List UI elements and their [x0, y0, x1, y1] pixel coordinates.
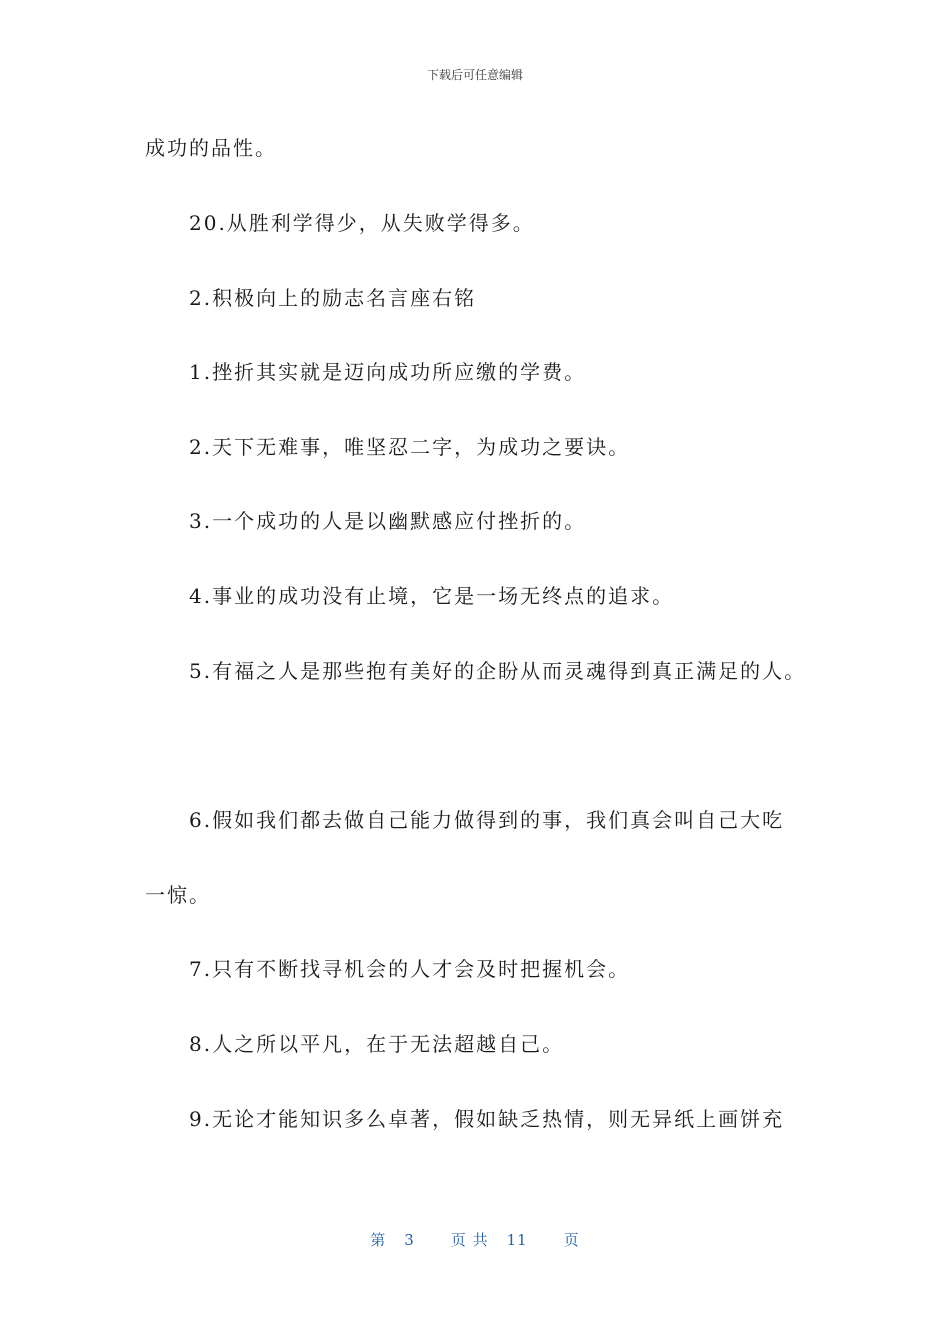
- body-line-quote-20: 20.从胜利学得少，从失败学得多。: [189, 211, 535, 235]
- body-line-quote-6: 6.假如我们都去做自己能力做得到的事，我们真会叫自己大吃: [189, 808, 785, 832]
- footer-page-number: 3: [404, 1231, 415, 1249]
- body-line-quote-1: 1.挫折其实就是迈向成功所应缴的学费。: [189, 360, 587, 384]
- body-line-quote-2: 2.天下无难事，唯坚忍二字，为成功之要诀。: [189, 435, 631, 459]
- page-header: 下载后可任意编辑: [426, 68, 523, 82]
- section-heading: 2.积极向上的励志名言座右铭: [189, 286, 477, 310]
- body-line-quote-7: 7.只有不断找寻机会的人才会及时把握机会。: [189, 957, 631, 981]
- footer-total-pages: 11: [506, 1231, 528, 1249]
- footer-prefix: 第: [370, 1231, 387, 1249]
- page-footer: [0, 1229, 950, 1250]
- footer-middle: 页 共: [450, 1231, 489, 1249]
- body-line-quote-5: 5.有福之人是那些抱有美好的企盼从而灵魂得到真正满足的人。: [189, 659, 807, 683]
- body-line-quote-8: 8.人之所以平凡，在于无法超越自己。: [189, 1032, 565, 1056]
- body-line-continuation: 成功的品性。: [145, 136, 277, 160]
- footer-suffix: 页: [563, 1231, 580, 1249]
- body-line-quote-6-continued: 一惊。: [145, 883, 211, 907]
- body-line-quote-3: 3.一个成功的人是以幽默感应付挫折的。: [189, 509, 587, 533]
- body-line-quote-9: 9.无论才能知识多么卓著，假如缺乏热情，则无异纸上画饼充: [189, 1107, 785, 1131]
- body-line-quote-4: 4.事业的成功没有止境，它是一场无终点的追求。: [189, 584, 675, 608]
